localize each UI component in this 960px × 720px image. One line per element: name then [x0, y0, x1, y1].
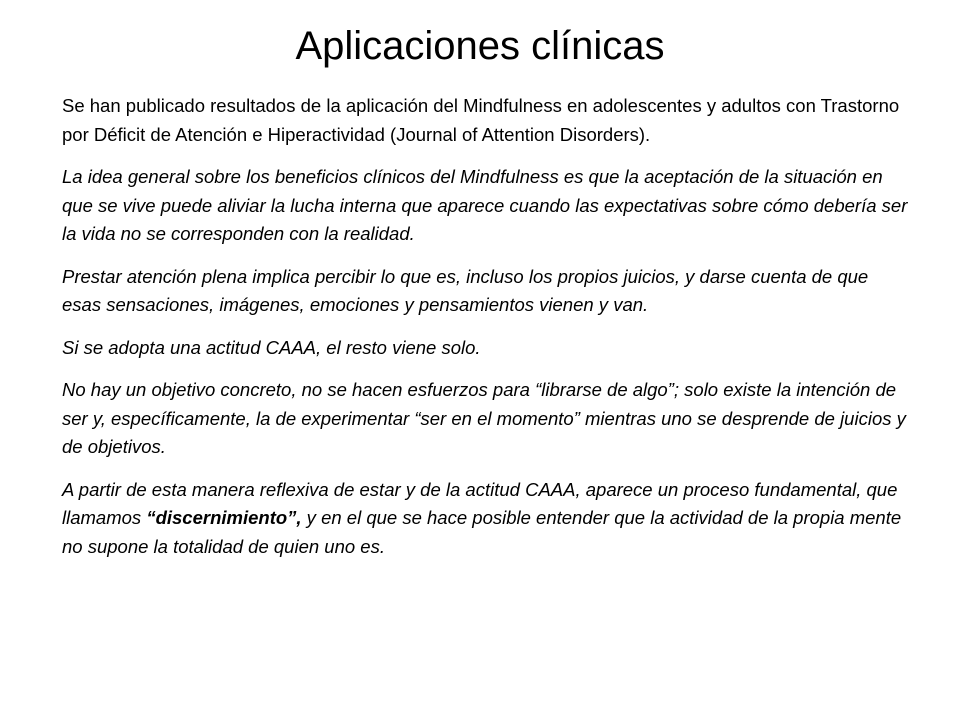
paragraph-caaa-attitude: Si se adopta una actitud CAAA, el resto viene solo. [62, 336, 481, 358]
discernment-term: “discernimiento”, [146, 507, 302, 528]
slide-title: Aplicaciones clínicas [295, 24, 665, 68]
paragraph-clinical-benefits: La idea general sobre los beneficios clínicos del Mindfulness es que la aceptación de la situación en que se vive puede aliviar la lucha interna que aparece cuando las expectativas sobre cómo debería ser la vida no se corresponden con la realidad. [62, 166, 908, 244]
paragraph-full-attention: Prestar atención plena implica percibir lo que es, incluso los propios juicios, y darse cuenta de que esas sensaciones, imágenes, emociones y pensamientos vienen y van. [62, 265, 869, 315]
discernment-text-after: y en el que se hace posible entender que la actividad de la propia mente no supone la totalidad de quien uno es. [62, 507, 902, 557]
slide-body [62, 92, 912, 575]
paragraph-adhd-study: Se han publicado resultados de la aplicación del Mindfulness en adolescentes y adultos con Trastorno por Déficit de Atención e Hiperactividad (Journal of Attention Disorders). [62, 95, 900, 145]
paragraph-discernment [62, 476, 912, 562]
discernment-text-before: A partir de esta manera reflexiva de estar y de la actitud CAAA, aparece un proceso fundamental, que llamamos [62, 478, 898, 528]
paragraph-no-objective: No hay un objetivo concreto, no se hacen esfuerzos para “librarse de algo”; solo existe la intención de ser y, específicamente, la de experimentar “ser en el momento” mientras uno se desprende de juicios y de objetivos. [62, 379, 906, 457]
